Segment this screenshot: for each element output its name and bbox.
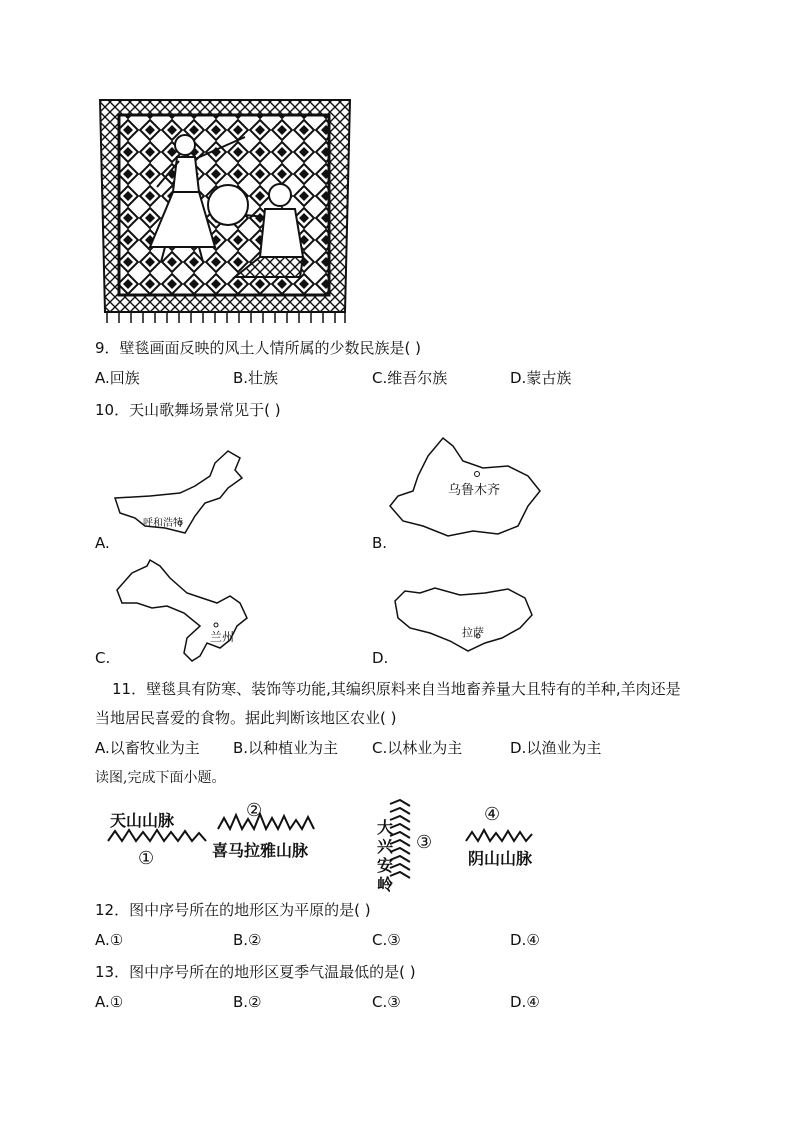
label-tianshan: 天山山脉	[110, 811, 175, 830]
marker-3: ③	[416, 832, 433, 853]
map-label-lanzhou: 兰州	[210, 630, 235, 644]
map-label-huhehaote: 呼和浩特	[143, 518, 183, 529]
label-daxinganling-char: 岭	[376, 875, 393, 894]
q10-option-b[interactable]: B.	[372, 534, 388, 552]
q13-option-b[interactable]: B.②	[233, 993, 262, 1011]
q12-option-a[interactable]: A.①	[95, 931, 124, 949]
marker-4: ④	[484, 804, 501, 825]
q11-option-a[interactable]: A.以畜牧业为主	[95, 739, 200, 757]
q9-option-a[interactable]: A.回族	[95, 369, 140, 387]
q9-option-b[interactable]: B.壮族	[233, 369, 279, 387]
q13-stem: 13．图中序号所在的地形区夏季气温最低的是( )	[95, 963, 416, 981]
label-daxinganling-char: 安	[376, 856, 393, 875]
q9-option-c[interactable]: C.维吾尔族	[372, 369, 448, 387]
map-label-wulumuqi: 乌鲁木齐	[448, 483, 501, 498]
q12-option-d[interactable]: D.④	[510, 931, 540, 949]
figure-intro: 读图,完成下面小题。	[95, 770, 226, 786]
q12-option-c[interactable]: C.③	[372, 931, 401, 949]
label-daxinganling-char: 大	[376, 818, 393, 837]
label-yinshan: 阴山山脉	[468, 849, 533, 868]
tianshan-mountain-icon	[108, 828, 208, 842]
daxinganling-mountain-icon	[388, 800, 412, 884]
himalaya-mountain-icon	[218, 812, 318, 830]
q11-option-d[interactable]: D.以渔业为主	[510, 739, 602, 757]
yinshan-mountain-icon	[466, 828, 534, 842]
q10-option-c[interactable]: C.	[95, 649, 111, 667]
map-gansu	[112, 558, 262, 663]
label-himalaya: 喜马拉雅山脉	[212, 841, 309, 860]
q11-stem-line2: 当地居民喜爱的食物。据此判断该地区农业( )	[95, 709, 397, 727]
q13-option-c[interactable]: C.③	[372, 993, 401, 1011]
map-tibet	[390, 583, 535, 663]
q11-option-b[interactable]: B.以种植业为主	[233, 739, 339, 757]
q11-stem-line1: 11．壁毯具有防寒、装饰等功能,其编织原料来自当地畜养量大且特有的羊种,羊肉还是	[112, 680, 681, 698]
label-daxinganling-char: 兴	[376, 837, 393, 856]
q10-option-a[interactable]: A.	[95, 534, 110, 552]
q13-option-d[interactable]: D.④	[510, 993, 540, 1011]
q12-stem: 12．图中序号所在的地形区为平原的是( )	[95, 901, 371, 919]
q10-option-d[interactable]: D.	[372, 649, 389, 667]
q9-stem: 9．壁毯画面反映的风土人情所属的少数民族是( )	[95, 339, 422, 357]
marker-1: ①	[138, 848, 155, 869]
map-label-lasa: 拉萨	[462, 626, 484, 639]
marker-2: ②	[246, 800, 263, 821]
q12-option-b[interactable]: B.②	[233, 931, 262, 949]
carpet-illustration	[95, 97, 355, 327]
q9-option-d[interactable]: D.蒙古族	[510, 369, 572, 387]
q13-option-a[interactable]: A.①	[95, 993, 124, 1011]
q11-option-c[interactable]: C.以林业为主	[372, 739, 463, 757]
q10-stem: 10．天山歌舞场景常见于( )	[95, 401, 281, 419]
